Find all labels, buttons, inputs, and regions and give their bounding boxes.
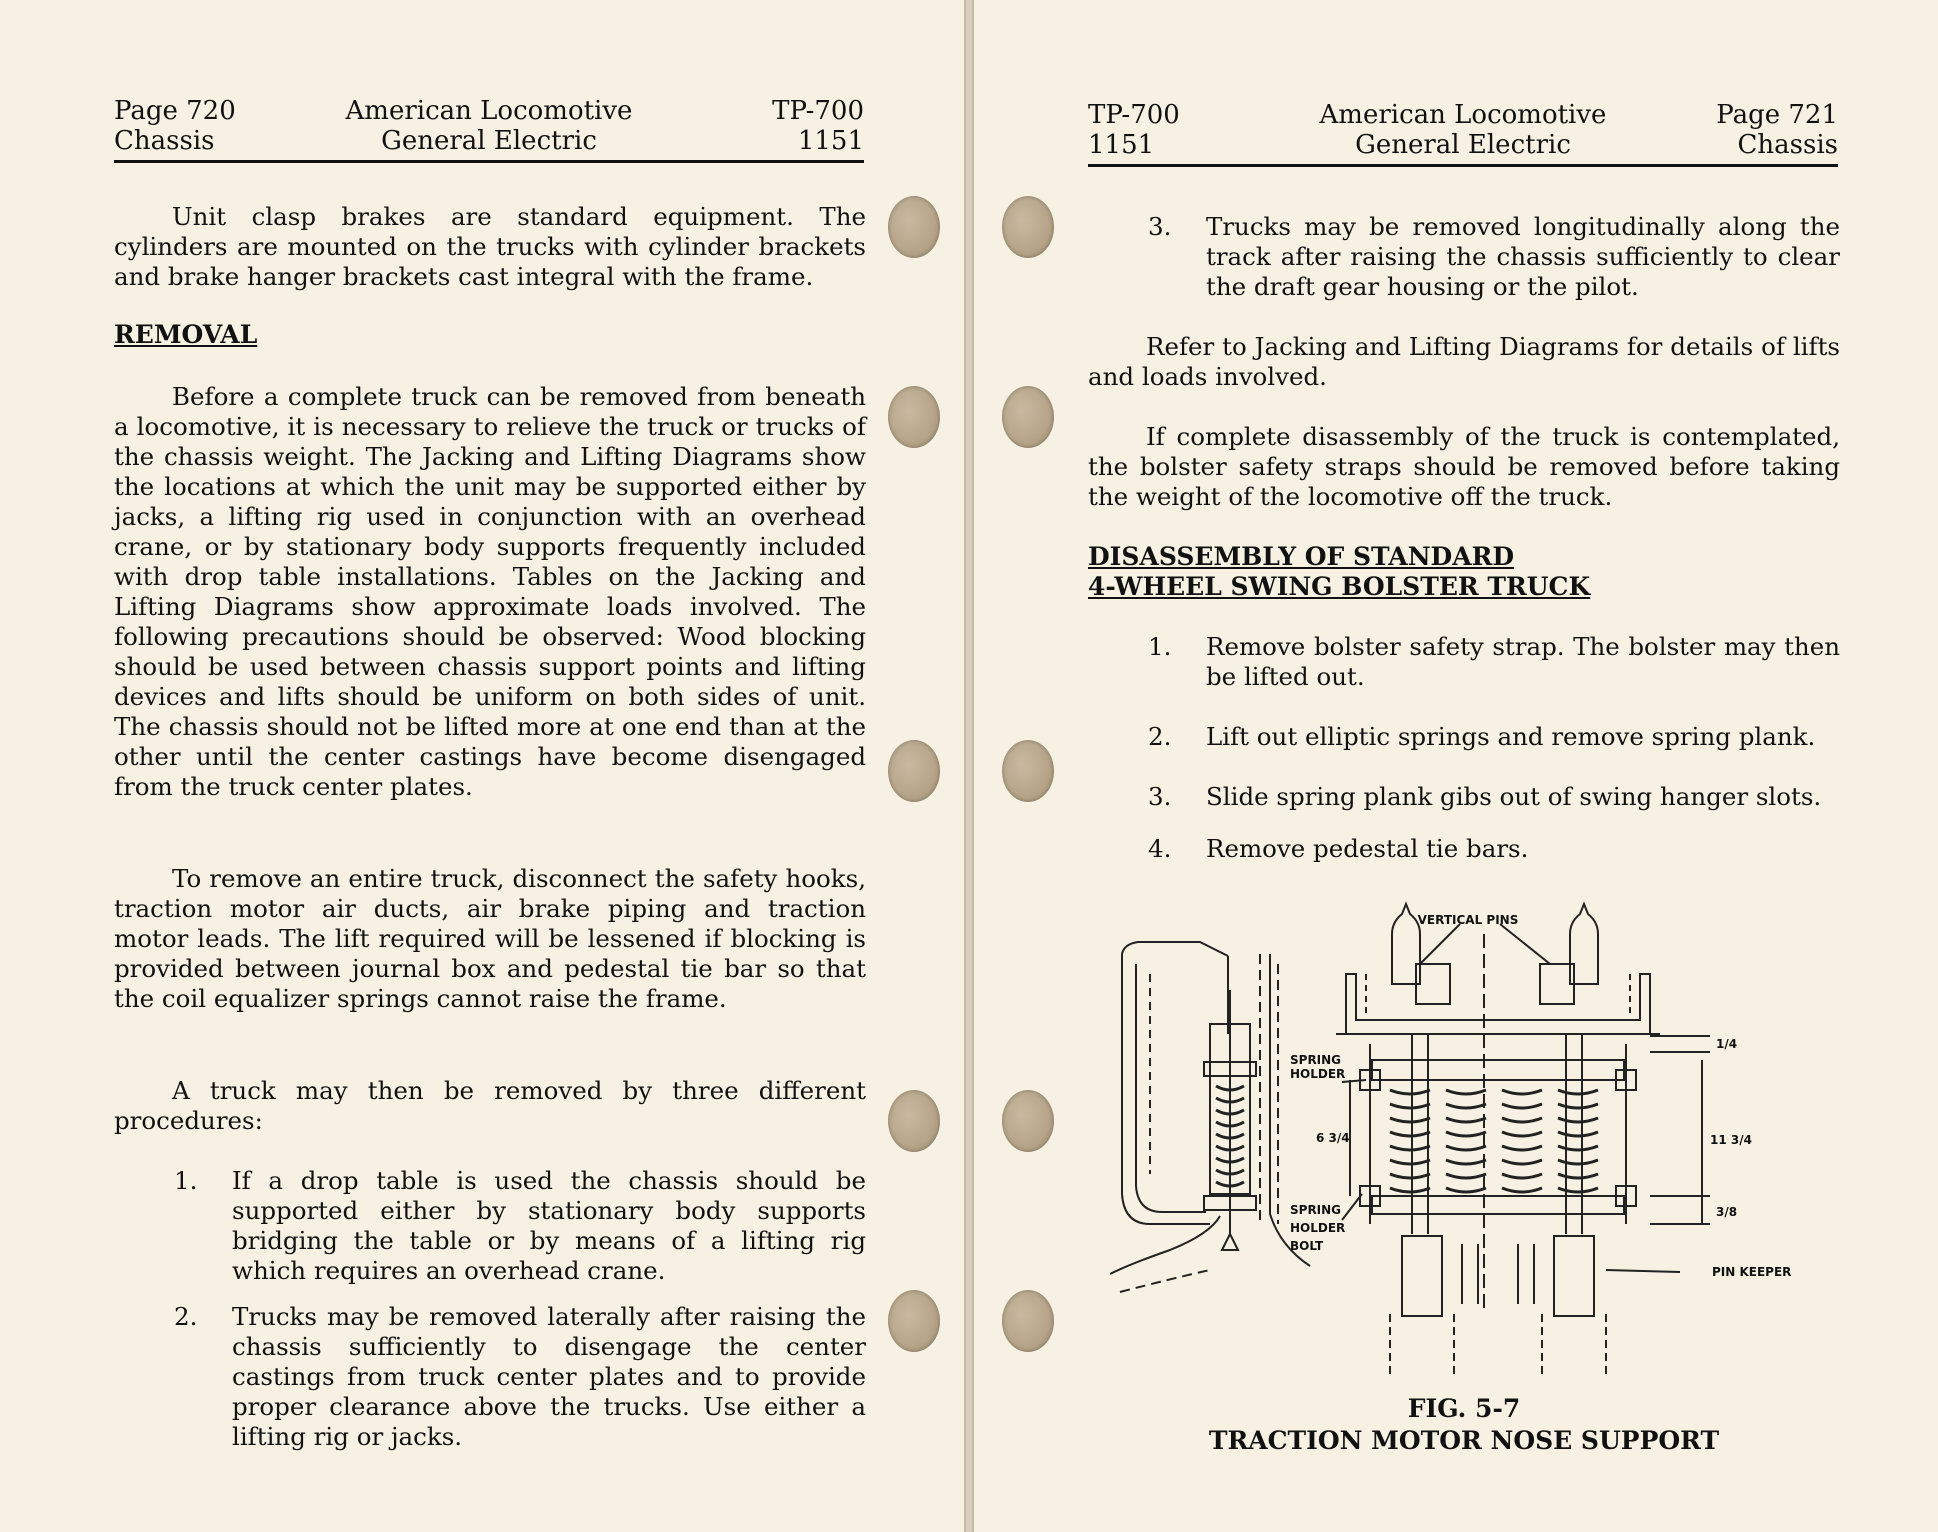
left-doc-number: TP-700 xyxy=(772,96,864,126)
binder-hole xyxy=(888,1290,940,1352)
step-number: 4. xyxy=(1148,834,1172,863)
left-page xyxy=(0,0,966,1532)
removal-paragraph-1: Before a complete truck can be removed from beneath a locomotive, it is necessary to relieve the truck or trucks of the chassis weight. The Jacking and Lifting Diagrams show the locations at which the unit may be supported either by jacks, a lifting rig used in conjunction with an overhead crane, or by stationary body supports frequently included with drop table installations. Tables on the Jacking and Lifting Diagrams show approximate loads involved. The following precautions should be observed: Wood blocking should be used between chassis support points and lifting devices and lifts should be uniform on both sides of unit. The chassis should not be lifted more at one end than at the other until the center castings have become disengaged from the truck center plates. xyxy=(114,382,866,801)
step-text: Remove bolster safety strap. The bolster may then be lifted out. xyxy=(1206,632,1840,691)
right-page-number: Page 721 xyxy=(1716,100,1838,130)
binder-hole xyxy=(1002,386,1054,448)
figure-caption-title: TRACTION MOTOR NOSE SUPPORT xyxy=(1208,1426,1720,1455)
disassembly-heading-line2: 4-WHEEL SWING BOLSTER TRUCK xyxy=(1088,572,1591,601)
binder-hole xyxy=(888,386,940,448)
left-page-number: Page 720 xyxy=(114,96,236,126)
refer-paragraph: Refer to Jacking and Lifting Diagrams for details of lifts and loads involved. xyxy=(1088,332,1840,391)
spring-holder-label: HOLDER xyxy=(1290,1067,1346,1081)
binder-hole xyxy=(1002,196,1054,258)
dimension-label: 3/8 xyxy=(1716,1205,1738,1219)
right-company-line1: American Locomotive xyxy=(1319,100,1607,130)
binder-hole xyxy=(888,740,940,802)
vertical-pins-label: VERTICAL PINS xyxy=(1417,913,1519,927)
step-text: Lift out elliptic springs and remove spring plank. xyxy=(1206,722,1816,751)
spring-holder-label: SPRING xyxy=(1290,1053,1342,1067)
step-number: 2. xyxy=(1148,722,1172,751)
binder-hole xyxy=(1002,740,1054,802)
step-number: 1. xyxy=(1148,632,1172,661)
dimension-label: 11 3/4 xyxy=(1710,1133,1752,1147)
step-number: 3. xyxy=(1148,782,1172,811)
left-section: Chassis xyxy=(114,126,215,156)
right-doc-number: TP-700 xyxy=(1088,100,1180,130)
binder-hole xyxy=(1002,1090,1054,1152)
step-text: Remove pedestal tie bars. xyxy=(1206,834,1529,863)
disassembly-paragraph: If complete disassembly of the truck is contemplated, the bolster safety straps should be removed before taking the weight of the locomotive off the truck. xyxy=(1088,422,1840,511)
procedure-text: Trucks may be removed laterally after raising the chassis sufficiently to disengage the center castings from truck center plates and to provide proper clearance above the trucks. Use either a lifting rig or jacks. xyxy=(232,1302,866,1451)
intro-paragraph: Unit clasp brakes are standard equipment. The cylinders are mounted on the trucks with cylinder brackets and brake hanger brackets cast integral with the frame. xyxy=(114,202,866,291)
removal-heading: REMOVAL xyxy=(114,320,258,349)
left-page-header xyxy=(114,96,864,163)
disassembly-heading-line1: DISASSEMBLY OF STANDARD xyxy=(1088,542,1515,571)
procedure-number: 2. xyxy=(174,1302,198,1331)
procedure-text: If a drop table is used the chassis should be supported either by stationary body supports bridging the table or by means of a lifting rig which requires an overhead crane. xyxy=(232,1166,866,1285)
spring-holder-bolt-label: SPRING xyxy=(1290,1203,1342,1217)
dimension-label: 6 3/4 xyxy=(1316,1131,1350,1145)
binder-hole xyxy=(888,1090,940,1152)
removal-paragraph-3: A truck may then be removed by three different procedures: xyxy=(114,1076,866,1135)
left-company-line1: American Locomotive xyxy=(345,96,633,126)
right-page-header xyxy=(1088,100,1838,167)
figure-caption-number: FIG. 5-7 xyxy=(1407,1394,1521,1423)
procedure-text: Trucks may be removed longitudinally along the track after raising the chassis sufficiently to clear the draft gear housing or the pilot. xyxy=(1206,212,1840,301)
traction-motor-nose-support-diagram xyxy=(1110,894,1830,1384)
binder-hole xyxy=(1002,1290,1054,1352)
left-revision: 1151 xyxy=(797,126,864,156)
right-company-line2: General Electric xyxy=(1355,130,1571,160)
binder-hole xyxy=(888,196,940,258)
spring-holder-bolt-label: HOLDER xyxy=(1290,1221,1346,1235)
spring-holder-bolt-label: BOLT xyxy=(1290,1239,1324,1253)
removal-paragraph-2: To remove an entire truck, disconnect the safety hooks, traction motor air ducts, air brake piping and traction motor leads. The lift required will be lessened if blocking is provided between journal box and pedestal tie bar so that the coil equalizer springs cannot raise the frame. xyxy=(114,864,866,1013)
pin-keeper-label: PIN KEEPER xyxy=(1712,1265,1792,1279)
right-page xyxy=(972,0,1938,1532)
step-text: Slide spring plank gibs out of swing hanger slots. xyxy=(1206,782,1822,811)
right-revision: 1151 xyxy=(1088,130,1155,160)
procedure-number: 1. xyxy=(174,1166,198,1195)
dimension-label: 1/4 xyxy=(1716,1037,1738,1051)
left-company-line2: General Electric xyxy=(381,126,597,156)
right-section: Chassis xyxy=(1737,130,1838,160)
procedure-number: 3. xyxy=(1148,212,1172,241)
